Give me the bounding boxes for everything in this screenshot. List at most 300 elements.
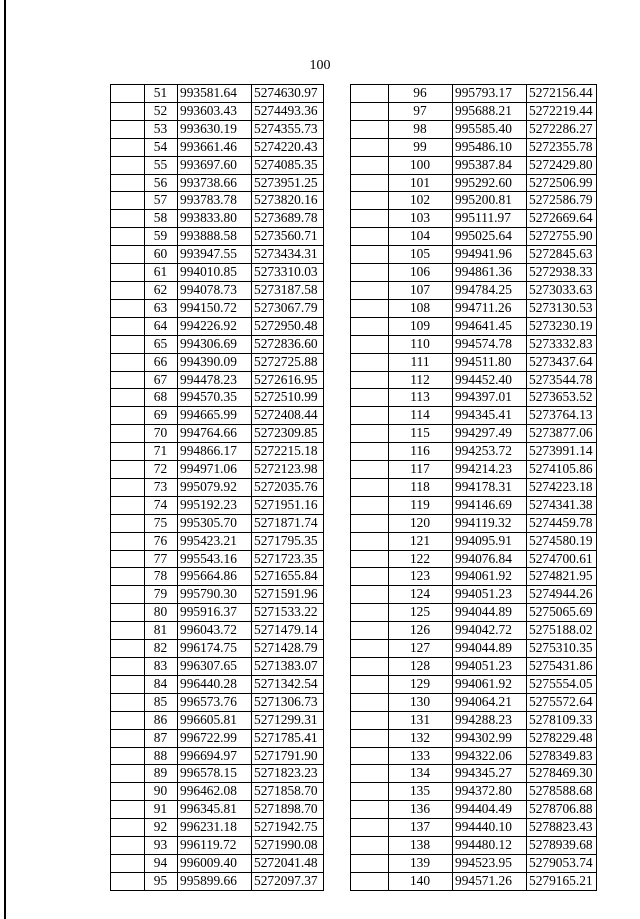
blank-cell	[351, 658, 389, 676]
x-coordinate-cell: 993697.60	[178, 156, 252, 174]
point-index-cell: 57	[145, 192, 178, 210]
point-index-cell: 64	[145, 317, 178, 335]
table-row	[351, 747, 597, 765]
blank-cell	[351, 693, 389, 711]
x-coordinate-cell: 995486.10	[453, 138, 527, 156]
x-coordinate-cell: 996345.81	[178, 801, 252, 819]
y-coordinate-cell: 5273689.78	[252, 210, 324, 228]
x-coordinate-cell: 993581.64	[178, 85, 252, 103]
blank-cell	[351, 228, 389, 246]
y-coordinate-cell: 5273437.64	[527, 353, 597, 371]
table-row	[111, 299, 324, 317]
x-coordinate-cell: 995025.64	[453, 228, 527, 246]
x-coordinate-cell: 994764.66	[178, 425, 252, 443]
x-coordinate-cell: 994345.41	[453, 407, 527, 425]
x-coordinate-cell: 996307.65	[178, 658, 252, 676]
blank-cell	[111, 120, 145, 138]
point-index-cell: 113	[389, 389, 453, 407]
y-coordinate-cell: 5278229.48	[527, 729, 597, 747]
x-coordinate-cell: 995111.97	[453, 210, 527, 228]
x-coordinate-cell: 994078.73	[178, 281, 252, 299]
table-row	[111, 407, 324, 425]
point-index-cell: 107	[389, 281, 453, 299]
table-row	[351, 174, 597, 192]
y-coordinate-cell: 5271871.74	[252, 514, 324, 532]
table-row	[351, 192, 597, 210]
point-index-cell: 106	[389, 264, 453, 282]
point-index-cell: 79	[145, 586, 178, 604]
point-index-cell: 94	[145, 854, 178, 872]
y-coordinate-cell: 5272725.88	[252, 353, 324, 371]
point-index-cell: 65	[145, 335, 178, 353]
table-row	[111, 872, 324, 890]
blank-cell	[351, 819, 389, 837]
blank-cell	[351, 783, 389, 801]
table-row	[351, 693, 597, 711]
y-coordinate-cell: 5273820.16	[252, 192, 324, 210]
y-coordinate-cell: 5272429.80	[527, 156, 597, 174]
y-coordinate-cell: 5272035.76	[252, 478, 324, 496]
x-coordinate-cell: 994390.09	[178, 353, 252, 371]
point-index-cell: 83	[145, 658, 178, 676]
point-index-cell: 115	[389, 425, 453, 443]
x-coordinate-cell: 994941.96	[453, 246, 527, 264]
y-coordinate-cell: 5278349.83	[527, 747, 597, 765]
y-coordinate-cell: 5271655.84	[252, 568, 324, 586]
y-coordinate-cell: 5274459.78	[527, 514, 597, 532]
y-coordinate-cell: 5273991.14	[527, 443, 597, 461]
y-coordinate-cell: 5272669.64	[527, 210, 597, 228]
y-coordinate-cell: 5272586.79	[527, 192, 597, 210]
y-coordinate-cell: 5271898.70	[252, 801, 324, 819]
blank-cell	[351, 246, 389, 264]
table-row	[111, 246, 324, 264]
point-index-cell: 137	[389, 819, 453, 837]
point-index-cell: 66	[145, 353, 178, 371]
point-index-cell: 95	[145, 872, 178, 890]
x-coordinate-cell: 996605.81	[178, 711, 252, 729]
point-index-cell: 136	[389, 801, 453, 819]
table-row	[351, 496, 597, 514]
x-coordinate-cell: 994322.06	[453, 747, 527, 765]
table-row	[111, 711, 324, 729]
y-coordinate-cell: 5278706.88	[527, 801, 597, 819]
x-coordinate-cell: 996722.99	[178, 729, 252, 747]
table-row	[351, 711, 597, 729]
point-index-cell: 93	[145, 837, 178, 855]
table-row	[351, 138, 597, 156]
point-index-cell: 85	[145, 693, 178, 711]
blank-cell	[351, 138, 389, 156]
blank-cell	[111, 85, 145, 103]
blank-cell	[111, 819, 145, 837]
blank-cell	[111, 640, 145, 658]
blank-cell	[111, 854, 145, 872]
table-row	[111, 228, 324, 246]
y-coordinate-cell: 5272845.63	[527, 246, 597, 264]
blank-cell	[351, 747, 389, 765]
point-index-cell: 100	[389, 156, 453, 174]
point-index-cell: 104	[389, 228, 453, 246]
y-coordinate-cell: 5273332.83	[527, 335, 597, 353]
x-coordinate-cell: 996462.08	[178, 783, 252, 801]
blank-cell	[351, 353, 389, 371]
y-coordinate-cell: 5271951.16	[252, 496, 324, 514]
point-index-cell: 109	[389, 317, 453, 335]
table-row	[351, 550, 597, 568]
blank-cell	[351, 264, 389, 282]
table-row	[111, 210, 324, 228]
blank-cell	[351, 407, 389, 425]
y-coordinate-cell: 5272938.33	[527, 264, 597, 282]
blank-cell	[351, 85, 389, 103]
y-coordinate-cell: 5279053.74	[527, 854, 597, 872]
blank-cell	[351, 192, 389, 210]
x-coordinate-cell: 995688.21	[453, 102, 527, 120]
blank-cell	[351, 496, 389, 514]
table-row	[111, 120, 324, 138]
blank-cell	[351, 532, 389, 550]
blank-cell	[351, 174, 389, 192]
blank-cell	[111, 604, 145, 622]
y-coordinate-cell: 5271723.35	[252, 550, 324, 568]
blank-cell	[351, 801, 389, 819]
x-coordinate-cell: 993738.66	[178, 174, 252, 192]
blank-cell	[111, 550, 145, 568]
blank-cell	[111, 783, 145, 801]
y-coordinate-cell: 5274085.35	[252, 156, 324, 174]
table-row	[351, 819, 597, 837]
point-index-cell: 92	[145, 819, 178, 837]
blank-cell	[111, 496, 145, 514]
blank-cell	[351, 586, 389, 604]
x-coordinate-cell: 994297.49	[453, 425, 527, 443]
blank-cell	[111, 299, 145, 317]
table-row	[351, 675, 597, 693]
blank-cell	[111, 461, 145, 479]
table-row	[111, 604, 324, 622]
table-row	[111, 783, 324, 801]
point-index-cell: 118	[389, 478, 453, 496]
blank-cell	[111, 711, 145, 729]
y-coordinate-cell: 5271823.23	[252, 765, 324, 783]
table-row	[351, 120, 597, 138]
point-index-cell: 108	[389, 299, 453, 317]
page-number: 100	[309, 58, 331, 73]
blank-cell	[351, 854, 389, 872]
table-row	[111, 425, 324, 443]
table-row	[351, 514, 597, 532]
table-row	[351, 532, 597, 550]
y-coordinate-cell: 5278469.30	[527, 765, 597, 783]
coordinate-table-right	[350, 84, 597, 891]
point-index-cell: 52	[145, 102, 178, 120]
blank-cell	[111, 622, 145, 640]
point-index-cell: 91	[145, 801, 178, 819]
point-index-cell: 74	[145, 496, 178, 514]
blank-cell	[351, 210, 389, 228]
y-coordinate-cell: 5272309.85	[252, 425, 324, 443]
table-row	[111, 443, 324, 461]
blank-cell	[111, 801, 145, 819]
blank-cell	[111, 228, 145, 246]
blank-cell	[111, 568, 145, 586]
y-coordinate-cell: 5273434.31	[252, 246, 324, 264]
x-coordinate-cell: 994480.12	[453, 837, 527, 855]
x-coordinate-cell: 994051.23	[453, 586, 527, 604]
x-coordinate-cell: 996174.75	[178, 640, 252, 658]
y-coordinate-cell: 5273067.79	[252, 299, 324, 317]
y-coordinate-cell: 5271428.79	[252, 640, 324, 658]
point-index-cell: 61	[145, 264, 178, 282]
blank-cell	[351, 604, 389, 622]
x-coordinate-cell: 994372.80	[453, 783, 527, 801]
y-coordinate-cell: 5275572.64	[527, 693, 597, 711]
x-coordinate-cell: 994226.92	[178, 317, 252, 335]
point-index-cell: 72	[145, 461, 178, 479]
x-coordinate-cell: 994404.49	[453, 801, 527, 819]
y-coordinate-cell: 5271591.96	[252, 586, 324, 604]
x-coordinate-cell: 994345.27	[453, 765, 527, 783]
x-coordinate-cell: 994452.40	[453, 371, 527, 389]
x-coordinate-cell: 994064.21	[453, 693, 527, 711]
y-coordinate-cell: 5273560.71	[252, 228, 324, 246]
x-coordinate-cell: 994866.17	[178, 443, 252, 461]
table-row	[111, 640, 324, 658]
point-index-cell: 78	[145, 568, 178, 586]
table-row	[351, 210, 597, 228]
table-row	[111, 102, 324, 120]
table-row	[351, 586, 597, 604]
blank-cell	[111, 389, 145, 407]
blank-cell	[111, 246, 145, 264]
table-row	[111, 658, 324, 676]
point-index-cell: 126	[389, 622, 453, 640]
table-row	[351, 854, 597, 872]
y-coordinate-cell: 5273877.06	[527, 425, 597, 443]
point-index-cell: 140	[389, 872, 453, 890]
y-coordinate-cell: 5271990.08	[252, 837, 324, 855]
point-index-cell: 105	[389, 246, 453, 264]
table-row	[111, 353, 324, 371]
x-coordinate-cell: 994214.23	[453, 461, 527, 479]
blank-cell	[111, 729, 145, 747]
y-coordinate-cell: 5271791.90	[252, 747, 324, 765]
y-coordinate-cell: 5272408.44	[252, 407, 324, 425]
table-row	[111, 622, 324, 640]
table-row	[351, 335, 597, 353]
point-index-cell: 62	[145, 281, 178, 299]
point-index-cell: 101	[389, 174, 453, 192]
blank-cell	[351, 443, 389, 461]
blank-cell	[351, 729, 389, 747]
table-row	[351, 299, 597, 317]
y-coordinate-cell: 5273951.25	[252, 174, 324, 192]
y-coordinate-cell: 5271306.73	[252, 693, 324, 711]
point-index-cell: 97	[389, 102, 453, 120]
blank-cell	[111, 281, 145, 299]
blank-cell	[351, 102, 389, 120]
x-coordinate-cell: 995585.40	[453, 120, 527, 138]
x-coordinate-cell: 995387.84	[453, 156, 527, 174]
point-index-cell: 117	[389, 461, 453, 479]
point-index-cell: 131	[389, 711, 453, 729]
y-coordinate-cell: 5272097.37	[252, 872, 324, 890]
blank-cell	[111, 872, 145, 890]
point-index-cell: 114	[389, 407, 453, 425]
point-index-cell: 98	[389, 120, 453, 138]
y-coordinate-cell: 5279165.21	[527, 872, 597, 890]
point-index-cell: 102	[389, 192, 453, 210]
x-coordinate-cell: 994971.06	[178, 461, 252, 479]
blank-cell	[111, 425, 145, 443]
table-row	[351, 246, 597, 264]
point-index-cell: 112	[389, 371, 453, 389]
point-index-cell: 124	[389, 586, 453, 604]
point-index-cell: 123	[389, 568, 453, 586]
point-index-cell: 87	[145, 729, 178, 747]
y-coordinate-cell: 5274580.19	[527, 532, 597, 550]
blank-cell	[111, 353, 145, 371]
blank-cell	[111, 335, 145, 353]
x-coordinate-cell: 994397.01	[453, 389, 527, 407]
point-index-cell: 128	[389, 658, 453, 676]
y-coordinate-cell: 5278588.68	[527, 783, 597, 801]
blank-cell	[351, 640, 389, 658]
blank-cell	[351, 335, 389, 353]
table-row	[111, 264, 324, 282]
blank-cell	[111, 156, 145, 174]
x-coordinate-cell: 996573.76	[178, 693, 252, 711]
y-coordinate-cell: 5272355.78	[527, 138, 597, 156]
table-row	[111, 550, 324, 568]
x-coordinate-cell: 996119.72	[178, 837, 252, 855]
table-row	[351, 389, 597, 407]
y-coordinate-cell: 5273764.13	[527, 407, 597, 425]
blank-cell	[111, 317, 145, 335]
y-coordinate-cell: 5273544.78	[527, 371, 597, 389]
table-row	[351, 640, 597, 658]
blank-cell	[111, 765, 145, 783]
blank-cell	[351, 299, 389, 317]
blank-cell	[111, 658, 145, 676]
y-coordinate-cell: 5274223.18	[527, 478, 597, 496]
x-coordinate-cell: 994478.23	[178, 371, 252, 389]
x-coordinate-cell: 996009.40	[178, 854, 252, 872]
table-row	[111, 496, 324, 514]
x-coordinate-cell: 996578.15	[178, 765, 252, 783]
point-index-cell: 54	[145, 138, 178, 156]
point-index-cell: 51	[145, 85, 178, 103]
y-coordinate-cell: 5273033.63	[527, 281, 597, 299]
y-coordinate-cell: 5274493.36	[252, 102, 324, 120]
blank-cell	[351, 872, 389, 890]
blank-cell	[111, 693, 145, 711]
blank-cell	[351, 317, 389, 335]
table-row	[111, 837, 324, 855]
point-index-cell: 81	[145, 622, 178, 640]
table-row	[351, 461, 597, 479]
point-index-cell: 134	[389, 765, 453, 783]
x-coordinate-cell: 994146.69	[453, 496, 527, 514]
y-coordinate-cell: 5274700.61	[527, 550, 597, 568]
y-coordinate-cell: 5272836.60	[252, 335, 324, 353]
table-row	[351, 102, 597, 120]
y-coordinate-cell: 5272510.99	[252, 389, 324, 407]
x-coordinate-cell: 995192.23	[178, 496, 252, 514]
y-coordinate-cell: 5273230.19	[527, 317, 597, 335]
table-row	[351, 478, 597, 496]
blank-cell	[351, 389, 389, 407]
point-index-cell: 55	[145, 156, 178, 174]
point-index-cell: 56	[145, 174, 178, 192]
point-index-cell: 82	[145, 640, 178, 658]
table-row	[111, 675, 324, 693]
x-coordinate-cell: 994061.92	[453, 675, 527, 693]
table-row	[351, 281, 597, 299]
point-index-cell: 58	[145, 210, 178, 228]
x-coordinate-cell: 994044.89	[453, 640, 527, 658]
y-coordinate-cell: 5272041.48	[252, 854, 324, 872]
point-index-cell: 86	[145, 711, 178, 729]
x-coordinate-cell: 994010.85	[178, 264, 252, 282]
table-row	[111, 586, 324, 604]
blank-cell	[351, 675, 389, 693]
x-coordinate-cell: 993833.80	[178, 210, 252, 228]
x-coordinate-cell: 995292.60	[453, 174, 527, 192]
point-index-cell: 119	[389, 496, 453, 514]
y-coordinate-cell: 5278939.68	[527, 837, 597, 855]
blank-cell	[111, 514, 145, 532]
x-coordinate-cell: 995793.17	[453, 85, 527, 103]
y-coordinate-cell: 5274821.95	[527, 568, 597, 586]
blank-cell	[111, 138, 145, 156]
table-row	[351, 658, 597, 676]
x-coordinate-cell: 993888.58	[178, 228, 252, 246]
x-coordinate-cell: 994511.80	[453, 353, 527, 371]
point-index-cell: 120	[389, 514, 453, 532]
x-coordinate-cell: 994178.31	[453, 478, 527, 496]
table-row	[351, 228, 597, 246]
table-row	[111, 174, 324, 192]
blank-cell	[351, 514, 389, 532]
point-index-cell: 96	[389, 85, 453, 103]
table-row	[111, 192, 324, 210]
x-coordinate-cell: 994306.69	[178, 335, 252, 353]
x-coordinate-cell: 993661.46	[178, 138, 252, 156]
y-coordinate-cell: 5271533.22	[252, 604, 324, 622]
blank-cell	[351, 156, 389, 174]
point-index-cell: 75	[145, 514, 178, 532]
point-index-cell: 138	[389, 837, 453, 855]
y-coordinate-cell: 5278823.43	[527, 819, 597, 837]
y-coordinate-cell: 5273310.03	[252, 264, 324, 282]
point-index-cell: 127	[389, 640, 453, 658]
table-row	[111, 532, 324, 550]
point-index-cell: 139	[389, 854, 453, 872]
point-index-cell: 125	[389, 604, 453, 622]
table-row	[111, 568, 324, 586]
table-row	[111, 514, 324, 532]
table-row	[111, 371, 324, 389]
table-row	[111, 693, 324, 711]
x-coordinate-cell: 996694.97	[178, 747, 252, 765]
blank-cell	[351, 478, 389, 496]
table-row	[351, 425, 597, 443]
point-index-cell: 110	[389, 335, 453, 353]
x-coordinate-cell: 994150.72	[178, 299, 252, 317]
table-row	[351, 353, 597, 371]
